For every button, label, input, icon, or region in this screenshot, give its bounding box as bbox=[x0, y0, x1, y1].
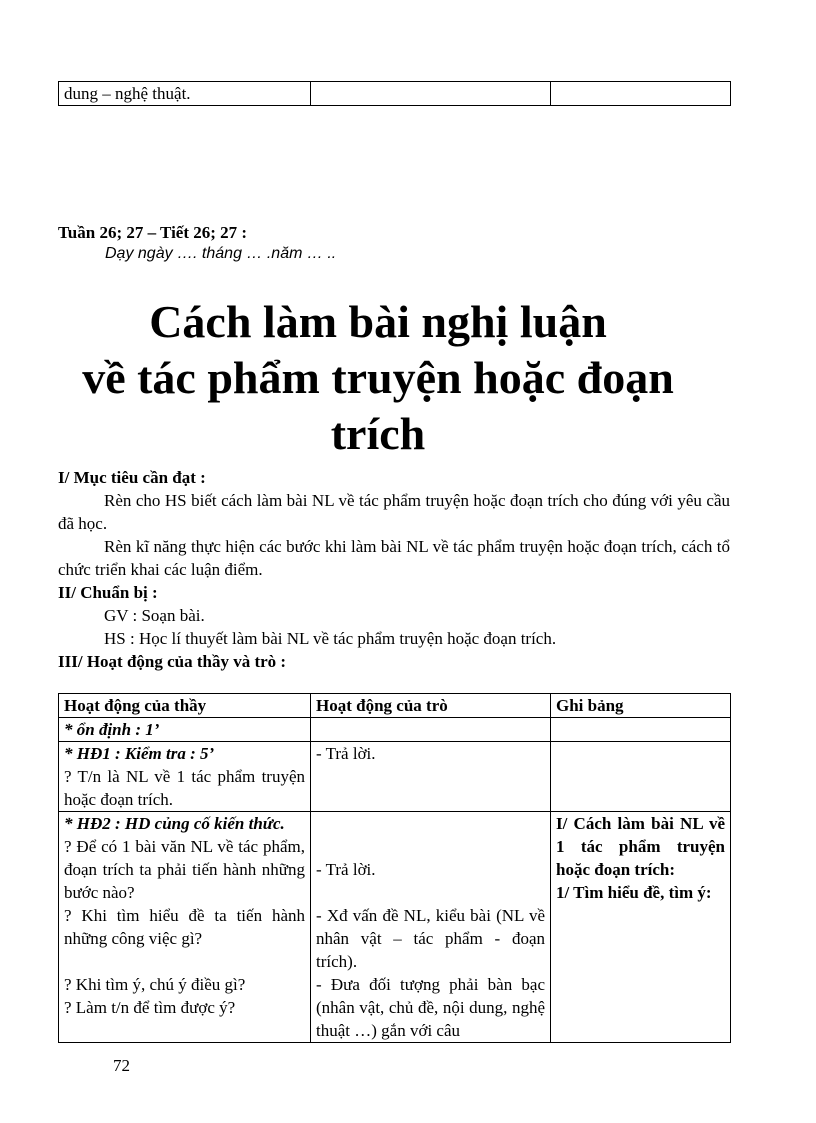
table-cell bbox=[311, 812, 551, 1043]
paragraph: Rèn kĩ năng thực hiện các bước khi làm bài NL về tác phẩm truyện hoặc đoạn trích, cách tổ chức triển khai các luận điểm. bbox=[58, 537, 730, 579]
activities-table bbox=[58, 693, 731, 1043]
table-header-row bbox=[59, 694, 731, 718]
section-heading: I/ Mục tiêu cần đạt : bbox=[58, 468, 206, 487]
table-cell bbox=[551, 742, 731, 812]
page-number: 72 bbox=[113, 1056, 130, 1075]
spacer bbox=[316, 881, 545, 904]
spacer bbox=[64, 950, 305, 973]
activity-title: * HĐ1 : Kiểm tra : 5’ bbox=[64, 744, 215, 763]
column-header: Hoạt động của thầy bbox=[59, 694, 311, 718]
continuation-table bbox=[58, 81, 731, 106]
table-cell bbox=[59, 742, 311, 812]
cell-text: ? T/n là NL về 1 tác phẩm truyện hoặc đoạn trích. bbox=[64, 767, 305, 809]
title-line: trích bbox=[330, 408, 426, 459]
paragraph: GV : Soạn bài. bbox=[104, 606, 205, 625]
column-header: Hoạt động của trò bbox=[311, 694, 551, 718]
cell-text: - Xđ vấn đề NL, kiểu bài (NL về nhân vật – tác phẩm - đoạn trích). bbox=[316, 906, 545, 971]
cell-text: ? Khi tìm ý, chú ý điều gì? bbox=[64, 975, 246, 994]
page-title bbox=[0, 294, 756, 462]
paragraph: HS : Học lí thuyết làm bài NL về tác phẩm truyện hoặc đoạn trích. bbox=[104, 629, 557, 648]
cell-heading: 1/ Tìm hiểu đề, tìm ý: bbox=[556, 883, 712, 902]
cell-text: - Trả lời. bbox=[316, 860, 376, 879]
table-cell: dung – nghệ thuật. bbox=[59, 82, 311, 106]
paragraph: Rèn cho HS biết cách làm bài NL về tác phẩm truyện hoặc đoạn trích cho đúng với yêu cầu đã học. bbox=[58, 491, 730, 533]
table-cell bbox=[551, 82, 731, 106]
lesson-body bbox=[58, 466, 730, 673]
table-cell bbox=[311, 82, 551, 106]
table-cell bbox=[59, 812, 311, 1043]
title-line: về tác phẩm truyện hoặc đoạn bbox=[82, 352, 674, 403]
cell-text: - Đưa đối tượng phải bàn bạc (nhân vật, chủ đề, nội dung, nghệ thuật …) gắn với câu bbox=[316, 975, 545, 1040]
cell-text: ? Làm t/n để tìm được ý? bbox=[64, 998, 236, 1017]
date-line: Dạy ngày …. tháng … .năm … .. bbox=[105, 245, 337, 262]
table-cell bbox=[551, 718, 731, 742]
table-row bbox=[59, 812, 731, 1043]
table-cell: * ổn định : 1’ bbox=[59, 718, 311, 742]
table-row bbox=[59, 82, 731, 106]
cell-text: ? Khi tìm hiểu đề ta tiến hành những công việc gì? bbox=[64, 906, 305, 948]
cell-text: - Trả lời. bbox=[316, 744, 376, 763]
lesson-heading: Tuần 26; 27 – Tiết 26; 27 : bbox=[58, 223, 248, 242]
table-cell bbox=[551, 812, 731, 1043]
spacer bbox=[316, 812, 545, 835]
table-cell bbox=[311, 718, 551, 742]
title-line: Cách làm bài nghị luận bbox=[149, 296, 607, 347]
column-header: Ghi bảng bbox=[551, 694, 731, 718]
cell-text: ? Để có 1 bài văn NL về tác phẩm, đoạn trích ta phải tiến hành những bước nào? bbox=[64, 837, 305, 902]
table-cell bbox=[311, 742, 551, 812]
section-heading: III/ Hoạt động của thầy và trò : bbox=[58, 652, 287, 671]
activity-title: * HĐ2 : HD củng cố kiến thức. bbox=[64, 814, 285, 833]
spacer bbox=[316, 835, 545, 858]
table-row bbox=[59, 718, 731, 742]
cell-heading: I/ Cách làm bài NL về 1 tác phẩm truyện hoặc đoạn trích: bbox=[556, 814, 725, 879]
section-heading: II/ Chuẩn bị : bbox=[58, 583, 158, 602]
table-row bbox=[59, 742, 731, 812]
